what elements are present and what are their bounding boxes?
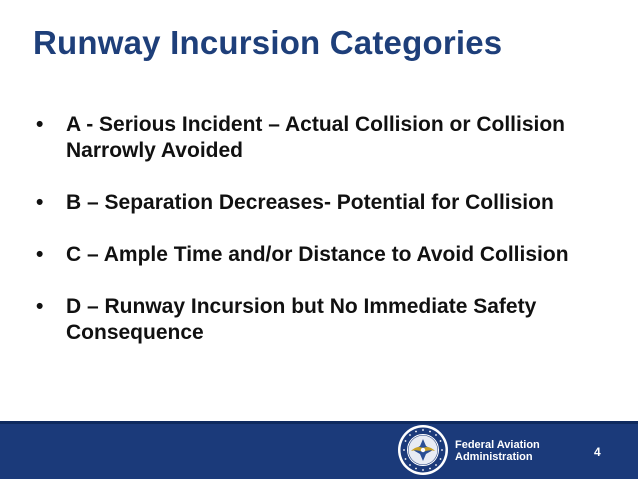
- bullet-marker: •: [36, 295, 44, 318]
- bullet-list: [36, 112, 596, 372]
- bullet-marker: •: [36, 113, 44, 136]
- bullet-item-c: [36, 242, 596, 268]
- page-number: 4: [594, 445, 601, 459]
- bullet-marker: •: [36, 243, 44, 266]
- bullet-item-d: [36, 294, 596, 346]
- bullet-marker: •: [36, 191, 44, 214]
- bullet-item-a: [36, 112, 596, 164]
- agency-name: [455, 439, 540, 463]
- faa-seal-icon: [397, 424, 449, 476]
- footer-bar: [0, 421, 638, 479]
- bullet-text: A - Serious Incident – Actual Collision or Collision Narrowly Avoided: [66, 113, 565, 162]
- bullet-text: B – Separation Decreases- Potential for Collision: [66, 191, 554, 214]
- bullet-item-b: [36, 190, 596, 216]
- slide-title: Runway Incursion Categories: [33, 24, 503, 61]
- agency-name-line2: Administration: [455, 451, 533, 463]
- bullet-text: D – Runway Incursion but No Immediate Safety Consequence: [66, 295, 537, 344]
- bullet-text: C – Ample Time and/or Distance to Avoid Collision: [66, 243, 569, 266]
- agency-name-line1: Federal Aviation: [455, 439, 540, 451]
